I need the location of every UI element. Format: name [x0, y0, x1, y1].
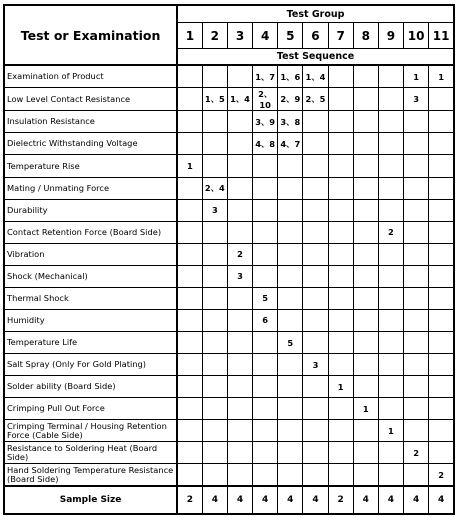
sequence-cell-group-3 [227, 464, 252, 487]
sequence-cell-group-6: 3 [303, 354, 328, 376]
sequence-cell-group-10: 3 [404, 88, 429, 111]
sequence-cell-group-1 [177, 199, 202, 221]
sequence-cell-group-8 [353, 133, 378, 155]
sequence-cell-group-9 [378, 88, 403, 111]
sequence-cell-group-1 [177, 133, 202, 155]
group-number-8: 8 [353, 23, 378, 49]
table-row [4, 309, 454, 331]
sequence-cell-group-8: 1 [353, 398, 378, 420]
sequence-cell-group-7 [328, 155, 353, 177]
sequence-cell-group-2 [202, 354, 227, 376]
sequence-cell-group-4: 3、9 [253, 111, 278, 133]
sequence-cell-group-1 [177, 309, 202, 331]
sequence-cell-group-3 [227, 177, 252, 199]
sequence-cell-group-1 [177, 265, 202, 287]
sequence-cell-group-2 [202, 464, 227, 487]
sample-size-group-8: 4 [353, 486, 378, 514]
sequence-cell-group-1 [177, 243, 202, 265]
sample-size-group-1: 2 [177, 486, 202, 514]
sequence-cell-group-9 [378, 331, 403, 353]
test-item-label: Vibration [4, 243, 177, 265]
sequence-cell-group-1 [177, 354, 202, 376]
test-item-label: Thermal Shock [4, 287, 177, 309]
sequence-cell-group-1 [177, 331, 202, 353]
sequence-cell-group-6 [303, 287, 328, 309]
sequence-cell-group-5 [278, 376, 303, 398]
test-sequence-table [3, 4, 455, 515]
sequence-cell-group-9 [378, 177, 403, 199]
test-item-label: Crimping Terminal / Housing Retention Force (Cable Side) [4, 420, 177, 442]
sequence-cell-group-4 [253, 155, 278, 177]
sequence-cell-group-7 [328, 265, 353, 287]
sample-size-group-6: 4 [303, 486, 328, 514]
sequence-cell-group-6 [303, 376, 328, 398]
sequence-cell-group-11 [429, 442, 454, 464]
sample-size-group-4: 4 [253, 486, 278, 514]
sequence-cell-group-6 [303, 243, 328, 265]
sequence-cell-group-11 [429, 376, 454, 398]
sequence-cell-group-8 [353, 287, 378, 309]
sequence-cell-group-8 [353, 65, 378, 88]
sequence-cell-group-4 [253, 243, 278, 265]
sequence-cell-group-4 [253, 398, 278, 420]
sequence-cell-group-6 [303, 155, 328, 177]
sequence-cell-group-4 [253, 464, 278, 487]
sequence-cell-group-11 [429, 420, 454, 442]
sequence-cell-group-5: 5 [278, 331, 303, 353]
test-item-label: Low Level Contact Resistance [4, 88, 177, 111]
sequence-cell-group-1 [177, 287, 202, 309]
sequence-cell-group-7 [328, 88, 353, 111]
sample-size-group-3: 4 [227, 486, 252, 514]
sequence-cell-group-1 [177, 65, 202, 88]
test-item-label: Shock (Mechanical) [4, 265, 177, 287]
sequence-cell-group-11 [429, 177, 454, 199]
group-number-6: 6 [303, 23, 328, 49]
test-sequence-heading: Test Sequence [177, 49, 454, 66]
sequence-cell-group-8 [353, 155, 378, 177]
sequence-cell-group-2 [202, 376, 227, 398]
sequence-cell-group-1 [177, 376, 202, 398]
table-row [4, 287, 454, 309]
sequence-cell-group-1 [177, 442, 202, 464]
table-row [4, 398, 454, 420]
sequence-cell-group-10 [404, 177, 429, 199]
sequence-cell-group-3 [227, 309, 252, 331]
sequence-cell-group-4 [253, 420, 278, 442]
sequence-cell-group-4: 2、10 [253, 88, 278, 111]
sample-size-group-10: 4 [404, 486, 429, 514]
sequence-cell-group-2 [202, 111, 227, 133]
sequence-cell-group-10 [404, 155, 429, 177]
sequence-cell-group-11 [429, 309, 454, 331]
sequence-cell-group-5 [278, 420, 303, 442]
sequence-cell-group-11: 1 [429, 65, 454, 88]
test-item-label: Durability [4, 199, 177, 221]
sequence-cell-group-2 [202, 265, 227, 287]
sequence-cell-group-2 [202, 331, 227, 353]
sequence-cell-group-9 [378, 398, 403, 420]
table-row [4, 331, 454, 353]
sequence-cell-group-8 [353, 442, 378, 464]
group-number-7: 7 [328, 23, 353, 49]
table-row [4, 65, 454, 88]
sequence-cell-group-8 [353, 221, 378, 243]
table-row [4, 133, 454, 155]
sequence-cell-group-9 [378, 287, 403, 309]
sequence-cell-group-4 [253, 354, 278, 376]
sequence-cell-group-10: 1 [404, 65, 429, 88]
sequence-cell-group-4: 1、7 [253, 65, 278, 88]
sequence-cell-group-6 [303, 398, 328, 420]
sequence-cell-group-10 [404, 309, 429, 331]
sequence-cell-group-4 [253, 376, 278, 398]
sequence-cell-group-7: 1 [328, 376, 353, 398]
sequence-cell-group-8 [353, 199, 378, 221]
test-item-label: Crimping Pull Out Force [4, 398, 177, 420]
sequence-cell-group-9: 2 [378, 221, 403, 243]
sequence-cell-group-6 [303, 331, 328, 353]
sequence-cell-group-5: 1、6 [278, 65, 303, 88]
sequence-cell-group-10 [404, 199, 429, 221]
sequence-cell-group-3: 2 [227, 243, 252, 265]
sample-size-group-7: 2 [328, 486, 353, 514]
sequence-cell-group-6 [303, 199, 328, 221]
sequence-cell-group-6 [303, 309, 328, 331]
sequence-cell-group-6 [303, 221, 328, 243]
sequence-cell-group-4 [253, 199, 278, 221]
sequence-cell-group-8 [353, 354, 378, 376]
sequence-cell-group-5 [278, 309, 303, 331]
sequence-cell-group-1 [177, 88, 202, 111]
sequence-cell-group-5 [278, 354, 303, 376]
sample-size-group-11: 4 [429, 486, 454, 514]
sequence-cell-group-2: 2、4 [202, 177, 227, 199]
sequence-cell-group-5: 4、7 [278, 133, 303, 155]
sequence-cell-group-7 [328, 133, 353, 155]
sequence-cell-group-4: 5 [253, 287, 278, 309]
table-row [4, 177, 454, 199]
sequence-cell-group-3 [227, 354, 252, 376]
sequence-cell-group-1 [177, 221, 202, 243]
sequence-cell-group-11 [429, 155, 454, 177]
sequence-cell-group-2 [202, 442, 227, 464]
sequence-cell-group-7 [328, 243, 353, 265]
sequence-cell-group-11 [429, 398, 454, 420]
test-item-label: Salt Spray (Only For Gold Plating) [4, 354, 177, 376]
table-row [4, 221, 454, 243]
table-row [4, 420, 454, 442]
sequence-cell-group-8 [353, 243, 378, 265]
sequence-cell-group-8 [353, 88, 378, 111]
sequence-cell-group-2 [202, 155, 227, 177]
test-item-label: Temperature Life [4, 331, 177, 353]
test-item-label: Contact Retention Force (Board Side) [4, 221, 177, 243]
sequence-cell-group-7 [328, 287, 353, 309]
sequence-cell-group-10 [404, 420, 429, 442]
sequence-cell-group-11 [429, 354, 454, 376]
sequence-cell-group-1 [177, 111, 202, 133]
sequence-cell-group-11 [429, 88, 454, 111]
sequence-cell-group-11 [429, 111, 454, 133]
sequence-cell-group-4: 4、8 [253, 133, 278, 155]
test-rows [4, 65, 454, 514]
sequence-cell-group-6 [303, 133, 328, 155]
sequence-cell-group-10 [404, 354, 429, 376]
sequence-cell-group-2 [202, 65, 227, 88]
sequence-cell-group-8 [353, 376, 378, 398]
sequence-cell-group-3 [227, 133, 252, 155]
sequence-cell-group-2 [202, 309, 227, 331]
group-number-10: 10 [404, 23, 429, 49]
sequence-cell-group-11 [429, 133, 454, 155]
sequence-cell-group-10 [404, 287, 429, 309]
sequence-cell-group-5 [278, 177, 303, 199]
sequence-cell-group-9 [378, 265, 403, 287]
sequence-cell-group-11 [429, 199, 454, 221]
sequence-cell-group-6 [303, 442, 328, 464]
test-group-heading: Test Group [177, 5, 454, 23]
sequence-cell-group-7 [328, 354, 353, 376]
group-number-9: 9 [378, 23, 403, 49]
sequence-cell-group-8 [353, 331, 378, 353]
test-item-label: Insulation Resistance [4, 111, 177, 133]
sequence-cell-group-9 [378, 243, 403, 265]
sequence-cell-group-8 [353, 309, 378, 331]
sequence-cell-group-3 [227, 199, 252, 221]
table-row [4, 88, 454, 111]
sequence-cell-group-11 [429, 287, 454, 309]
sequence-cell-group-6 [303, 111, 328, 133]
sequence-cell-group-10 [404, 243, 429, 265]
sequence-cell-group-4: 6 [253, 309, 278, 331]
sequence-cell-group-7 [328, 331, 353, 353]
sequence-cell-group-5 [278, 398, 303, 420]
test-item-label: Dielectric Withstanding Voltage [4, 133, 177, 155]
sequence-cell-group-3 [227, 398, 252, 420]
table-row [4, 464, 454, 487]
sequence-cell-group-5: 3、8 [278, 111, 303, 133]
sequence-cell-group-4 [253, 442, 278, 464]
sequence-cell-group-5 [278, 221, 303, 243]
sequence-cell-group-7 [328, 464, 353, 487]
sequence-cell-group-10 [404, 464, 429, 487]
sequence-cell-group-10 [404, 111, 429, 133]
group-number-1: 1 [177, 23, 202, 49]
sequence-cell-group-3 [227, 376, 252, 398]
test-item-label: Examination of Product [4, 65, 177, 88]
sequence-cell-group-6: 1、4 [303, 65, 328, 88]
sequence-cell-group-9 [378, 155, 403, 177]
sequence-cell-group-2 [202, 133, 227, 155]
sequence-cell-group-7 [328, 420, 353, 442]
table-row [4, 155, 454, 177]
sequence-cell-group-10 [404, 265, 429, 287]
table-title: Test or Examination [4, 5, 177, 65]
sequence-cell-group-9 [378, 464, 403, 487]
test-item-label: Humidity [4, 309, 177, 331]
sequence-cell-group-9 [378, 133, 403, 155]
sequence-cell-group-11 [429, 221, 454, 243]
sequence-cell-group-10 [404, 376, 429, 398]
sequence-cell-group-3 [227, 111, 252, 133]
sequence-cell-group-3 [227, 420, 252, 442]
sequence-cell-group-2: 1、5 [202, 88, 227, 111]
sequence-cell-group-4 [253, 177, 278, 199]
sequence-cell-group-11 [429, 243, 454, 265]
sample-size-row [4, 486, 454, 514]
sequence-cell-group-9 [378, 309, 403, 331]
sequence-cell-group-6 [303, 177, 328, 199]
sequence-cell-group-11: 2 [429, 464, 454, 487]
sequence-cell-group-3 [227, 287, 252, 309]
sequence-cell-group-8 [353, 464, 378, 487]
sequence-cell-group-11 [429, 331, 454, 353]
sequence-cell-group-3 [227, 221, 252, 243]
table-row [4, 243, 454, 265]
sequence-cell-group-4 [253, 265, 278, 287]
sequence-cell-group-9 [378, 376, 403, 398]
table-row [4, 199, 454, 221]
sequence-cell-group-9 [378, 442, 403, 464]
sequence-cell-group-2 [202, 420, 227, 442]
sequence-cell-group-1 [177, 420, 202, 442]
sequence-cell-group-3 [227, 442, 252, 464]
sequence-cell-group-7 [328, 177, 353, 199]
sequence-cell-group-7 [328, 199, 353, 221]
sequence-cell-group-3: 1、4 [227, 88, 252, 111]
sequence-cell-group-7 [328, 442, 353, 464]
sequence-cell-group-8 [353, 177, 378, 199]
table-row [4, 376, 454, 398]
sequence-cell-group-8 [353, 265, 378, 287]
group-number-5: 5 [278, 23, 303, 49]
test-item-label: Resistance to Soldering Heat (Board Side) [4, 442, 177, 464]
sequence-cell-group-2 [202, 398, 227, 420]
sequence-cell-group-1: 1 [177, 155, 202, 177]
sequence-cell-group-11 [429, 265, 454, 287]
sequence-cell-group-9 [378, 199, 403, 221]
sequence-cell-group-10 [404, 398, 429, 420]
test-item-label: Temperature Rise [4, 155, 177, 177]
sequence-cell-group-7 [328, 65, 353, 88]
sequence-cell-group-6 [303, 265, 328, 287]
sample-size-label: Sample Size [4, 486, 177, 514]
sequence-cell-group-5 [278, 243, 303, 265]
sequence-cell-group-7 [328, 111, 353, 133]
sequence-cell-group-8 [353, 420, 378, 442]
sequence-cell-group-7 [328, 309, 353, 331]
sequence-cell-group-2 [202, 287, 227, 309]
sequence-cell-group-5 [278, 199, 303, 221]
sequence-cell-group-9 [378, 111, 403, 133]
sequence-cell-group-2 [202, 243, 227, 265]
group-number-11: 11 [429, 23, 454, 49]
table-row [4, 354, 454, 376]
sequence-cell-group-5 [278, 265, 303, 287]
sequence-cell-group-8 [353, 111, 378, 133]
table-row [4, 111, 454, 133]
sequence-cell-group-10 [404, 133, 429, 155]
sequence-cell-group-9: 1 [378, 420, 403, 442]
sequence-cell-group-1 [177, 177, 202, 199]
sequence-cell-group-3 [227, 65, 252, 88]
sample-size-group-5: 4 [278, 486, 303, 514]
sequence-cell-group-4 [253, 331, 278, 353]
sequence-cell-group-1 [177, 464, 202, 487]
test-item-label: Mating / Unmating Force [4, 177, 177, 199]
test-item-label: Hand Soldering Temperature Resistance (Board Side) [4, 464, 177, 487]
sample-size-group-9: 4 [378, 486, 403, 514]
sequence-cell-group-5 [278, 155, 303, 177]
sequence-cell-group-9 [378, 65, 403, 88]
sequence-cell-group-5 [278, 442, 303, 464]
sequence-cell-group-7 [328, 398, 353, 420]
sequence-cell-group-10 [404, 221, 429, 243]
sequence-cell-group-2: 3 [202, 199, 227, 221]
sequence-cell-group-4 [253, 221, 278, 243]
sequence-cell-group-10 [404, 331, 429, 353]
group-number-3: 3 [227, 23, 252, 49]
table-row [4, 442, 454, 464]
sequence-cell-group-1 [177, 398, 202, 420]
sequence-cell-group-3 [227, 155, 252, 177]
sequence-cell-group-5: 2、9 [278, 88, 303, 111]
test-item-label: Solder ability (Board Side) [4, 376, 177, 398]
table-row [4, 265, 454, 287]
sequence-cell-group-9 [378, 354, 403, 376]
sequence-cell-group-5 [278, 464, 303, 487]
group-number-2: 2 [202, 23, 227, 49]
sequence-cell-group-2 [202, 221, 227, 243]
sequence-cell-group-6 [303, 464, 328, 487]
sequence-cell-group-10: 2 [404, 442, 429, 464]
sequence-cell-group-6 [303, 420, 328, 442]
sequence-cell-group-6: 2、5 [303, 88, 328, 111]
sequence-cell-group-3 [227, 331, 252, 353]
group-number-4: 4 [253, 23, 278, 49]
sequence-cell-group-3: 3 [227, 265, 252, 287]
sample-size-group-2: 4 [202, 486, 227, 514]
sequence-cell-group-7 [328, 221, 353, 243]
sequence-cell-group-5 [278, 287, 303, 309]
